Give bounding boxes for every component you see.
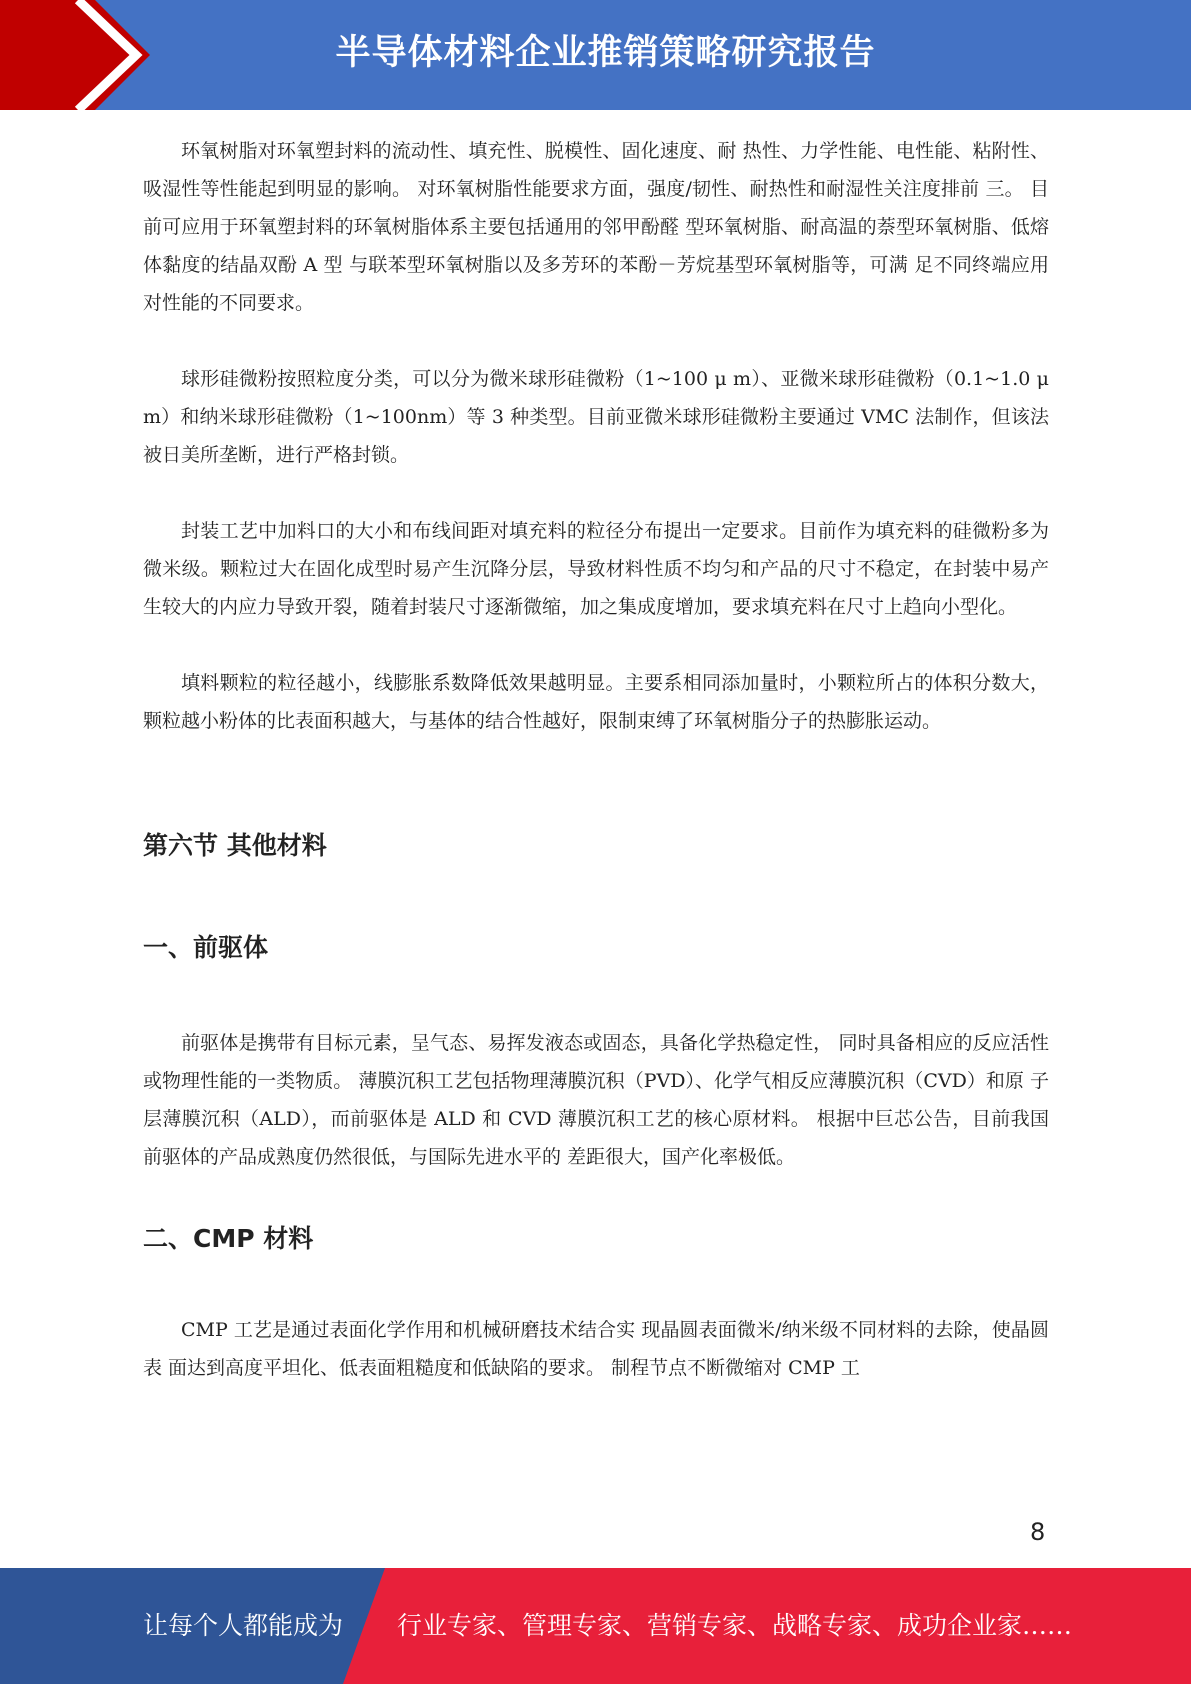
paragraph-precursor: 前驱体是携带有目标元素，呈气态、易挥发液态或固态，具备化学热稳定性， 同时具备相应的反应活性或物理性能的一类物质。 薄膜沉积工艺包括物理薄膜沉积（PVD）、化学气相反应薄膜沉积（CVD）和原 子层薄膜沉积（ALD），而前驱体是 ALD 和 CVD 薄膜沉积工艺的核心原材料。 根据中巨芯公告，目前我国前驱体的产品成熟度仍然很低，与国际先进水平的 差距很大，国产化率极低。 xyxy=(143,1032,1049,1168)
section-heading: 第六节 其他材料 xyxy=(143,831,327,860)
page-footer xyxy=(0,1568,1191,1684)
paragraph-particle-size: 填料颗粒的粒径越小，线膨胀系数降低效果越明显。主要系相同添加量时，小颗粒所占的体积分数大，颗粒越小粉体的比表面积越大，与基体的结合性越好，限制束缚了环氧树脂分子的热膨胀运动。 xyxy=(143,672,1049,732)
subsection-heading-cmp: 二、CMP 材料 xyxy=(143,1224,314,1253)
document-body xyxy=(143,132,1049,1387)
paragraph-epoxy: 环氧树脂对环氧塑封料的流动性、填充性、脱模性、固化速度、耐 热性、力学性能、电性能、粘附性、吸湿性等性能起到明显的影响。 对环氧树脂性能要求方面，强度/韧性、耐热性和耐湿性关注度排前 三。 目前可应用于环氧塑封料的环氧树脂体系主要包括通用的邻甲酚醛 型环氧树脂、耐高温的萘型环氧树脂、低熔体黏度的结晶双酚 A 型 与联苯型环氧树脂以及多芳环的苯酚－芳烷基型环氧树脂等，可满 足不同终端应用对性能的不同要求。 xyxy=(143,140,1049,314)
footer-slogan-right: 行业专家、管理专家、营销专家、战略专家、成功企业家…… xyxy=(397,1611,1073,1640)
report-title: 半导体材料企业推销策略研究报告 xyxy=(335,33,876,73)
paragraph-cmp: CMP 工艺是通过表面化学作用和机械研磨技术结合实 现晶圆表面微米/纳米级不同材料的去除，使晶圆表 面达到高度平坦化、低表面粗糙度和低缺陷的要求。 制程节点不断微缩对 CMP 工 xyxy=(143,1319,1049,1379)
page-number: 8 xyxy=(1030,1518,1046,1546)
paragraph-packaging-filler: 封装工艺中加料口的大小和布线间距对填充料的粒径分布提出一定要求。目前作为填充料的硅微粉多为微米级。颗粒过大在固化成型时易产生沉降分层，导致材料性质不均匀和产品的尺寸不稳定，在封装中易产生较大的内应力导致开裂，随着封装尺寸逐渐微缩，加之集成度增加，要求填充料在尺寸上趋向小型化。 xyxy=(143,520,1049,618)
page-header xyxy=(0,0,1191,110)
paragraph-silica-classification: 球形硅微粉按照粒度分类，可以分为微米球形硅微粉（1~100 μ m）、亚微米球形硅微粉（0.1~1.0 μ m）和纳米球形硅微粉（1~100nm）等 3 种类型。目前亚微米球形硅微粉主要通过 VMC 法制作，但该法被日美所垄断，进行严格封锁。 xyxy=(143,368,1049,466)
subsection-heading-precursor: 一、前驱体 xyxy=(143,933,269,962)
footer-slogan-left: 让每个人都能成为 xyxy=(143,1611,344,1640)
